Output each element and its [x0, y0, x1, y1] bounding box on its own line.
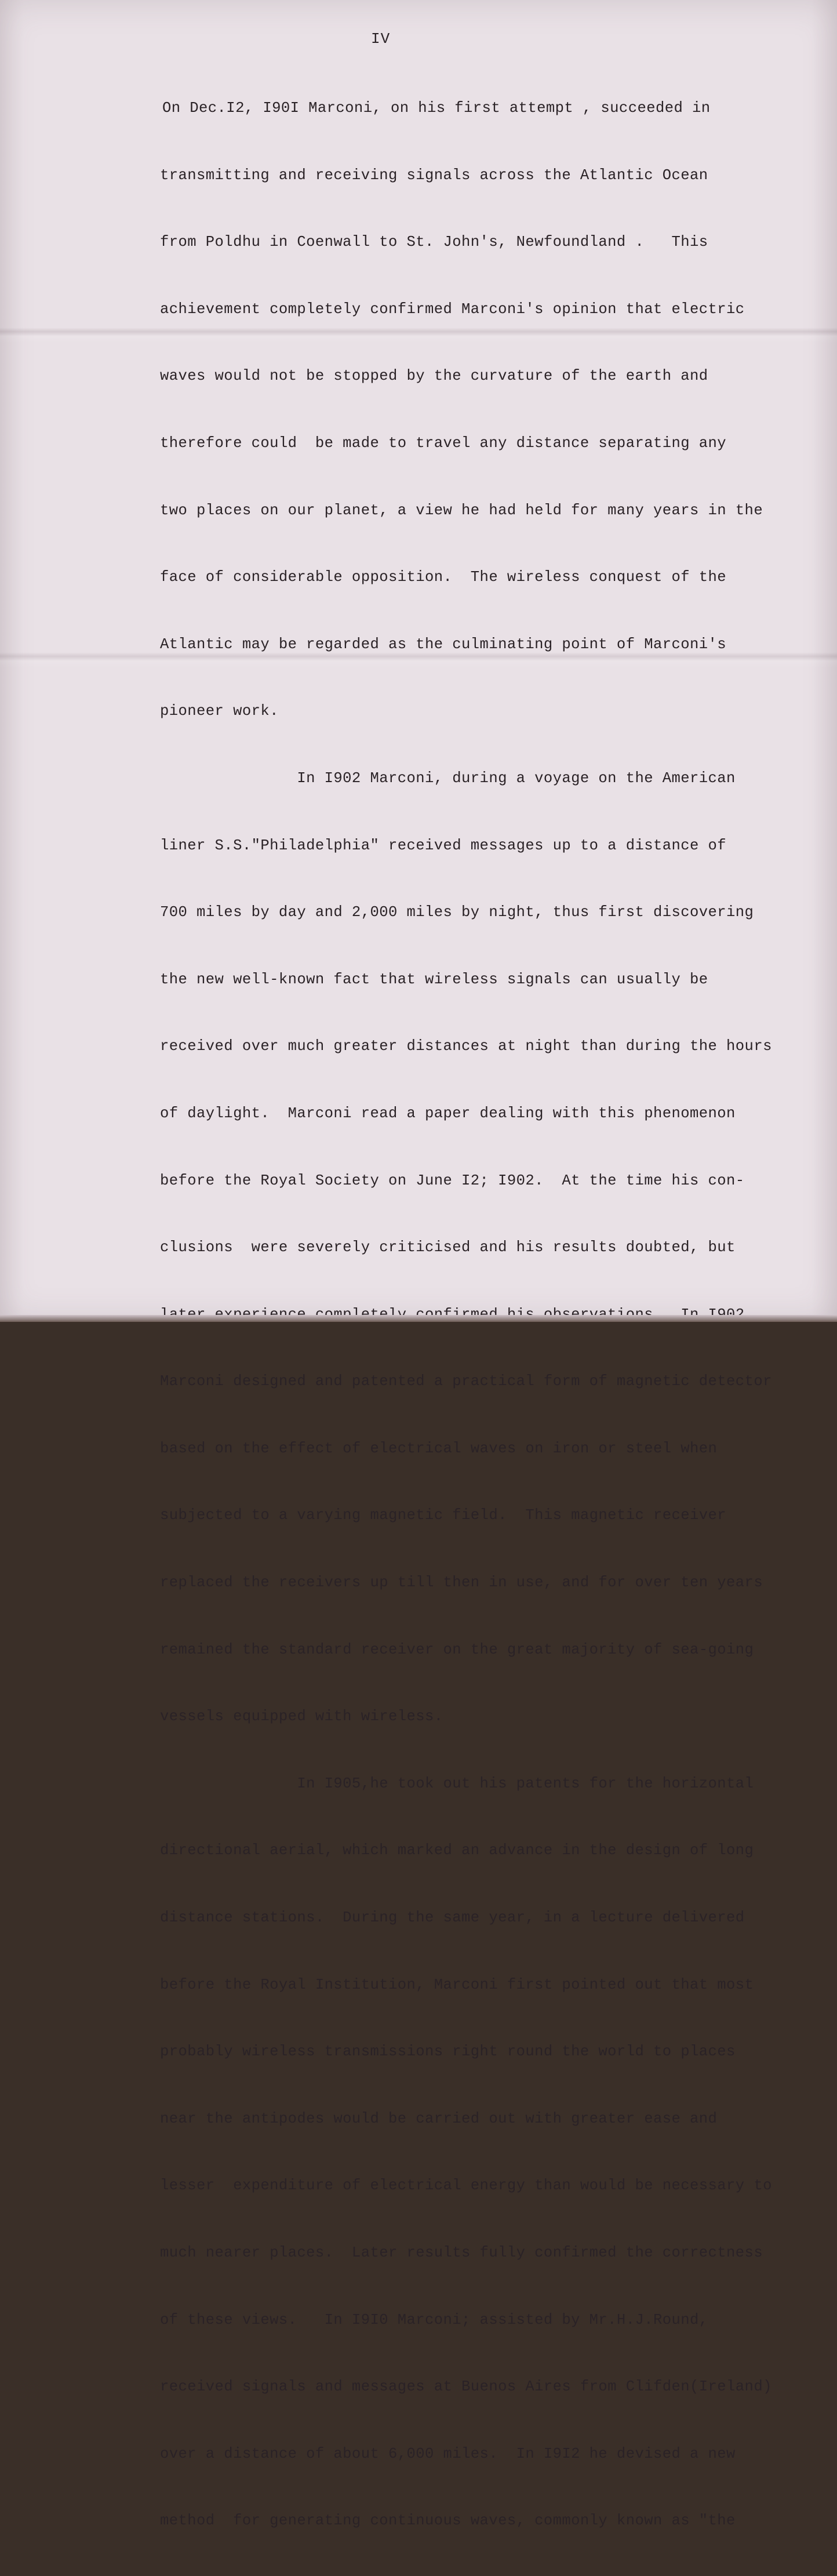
- page-number: IV: [371, 30, 391, 48]
- text-line: achievement completely confirmed Marconi's opinion that electric: [160, 300, 745, 318]
- text-line: before the Royal Institution, Marconi first pointed out that most: [160, 1976, 754, 1993]
- text-line: of these views. In I9I0 Marconi; assisted by Mr.H.J.Round,: [160, 2311, 708, 2328]
- text-line: received over much greater distances at night than during the hours: [160, 1038, 772, 1055]
- page-bottom-edge: [0, 1315, 837, 1322]
- text-line: transmitting and receiving signals across the Atlantic Ocean: [160, 166, 708, 184]
- text-line: probably wireless transmissions right round the world to places: [160, 2043, 736, 2061]
- text-line: waves would not be stopped by the curvature of the earth and: [160, 368, 708, 385]
- text-line: near the antipodes would be carried out with greater ease and: [160, 2110, 718, 2127]
- text-line: remained the standard receiver on the great majority of sea-going: [160, 1641, 754, 1658]
- text-line: before the Royal Society on June I2; I902. At the time his con-: [160, 1172, 745, 1189]
- text-line: the new well-known fact that wireless signals can usually be: [160, 971, 708, 988]
- text-line: In I902 Marconi, during a voyage on the American: [160, 769, 736, 787]
- text-line: subjected to a varying magnetic field. This magnetic receiver: [160, 1507, 727, 1524]
- text-line: 700 miles by day and 2,000 miles by night, thus first discovering: [160, 904, 754, 921]
- text-line: Atlantic may be regarded as the culminating point of Marconi's: [160, 635, 727, 653]
- text-line: In I905,he took out his patents for the horizontal: [160, 1775, 754, 1792]
- text-line: from Poldhu in Coenwall to St. John's, Newfoundland . This: [160, 234, 708, 251]
- text-line: of daylight. Marconi read a paper dealing with this phenomenon: [160, 1104, 736, 1122]
- text-line: liner S.S."Philadelphia" received messages up to a distance of: [160, 837, 727, 854]
- text-line: distance stations. During the same year, in a lecture delivered: [160, 1909, 745, 1927]
- text-line: two places on our planet, a view he had held for many years in the: [160, 502, 763, 519]
- text-line: replaced the receivers up till then in use, and for over ten years: [160, 1574, 763, 1592]
- text-line: therefore could be made to travel any distance separating any: [160, 434, 727, 452]
- text-line: pioneer work.: [160, 703, 279, 720]
- text-line: lesser expenditure of electrical energy than would be necessary to: [160, 2177, 772, 2194]
- text-line: received signals and messages at Buenos Aires from Clifden(Ireland): [160, 2378, 772, 2396]
- text-line: face of considerable opposition. The wireless conquest of the: [160, 569, 727, 586]
- text-line: On Dec.I2, I90I Marconi, on his first attempt , succeeded in: [162, 100, 711, 117]
- text-line: method for generating continuous waves, commonly known as "the: [160, 2512, 736, 2530]
- text-line: based on the effect of electrical waves on iron or steel when: [160, 1440, 718, 1457]
- text-line: much nearer places. Later results fully confirmed the correctness: [160, 2244, 763, 2261]
- text-line: directional aerial, which marked an advance in the design of long: [160, 1842, 754, 1859]
- text-line: clusions were severely criticised and his results doubted, but: [160, 1239, 736, 1256]
- text-line: Marconi designed and patented a practical form of magnetic detector: [160, 1373, 772, 1390]
- text-line: vessels equipped with wireless.: [160, 1708, 443, 1725]
- text-line: over a distance of about 6,000 miles. In I9I2 he devised a new: [160, 2445, 736, 2462]
